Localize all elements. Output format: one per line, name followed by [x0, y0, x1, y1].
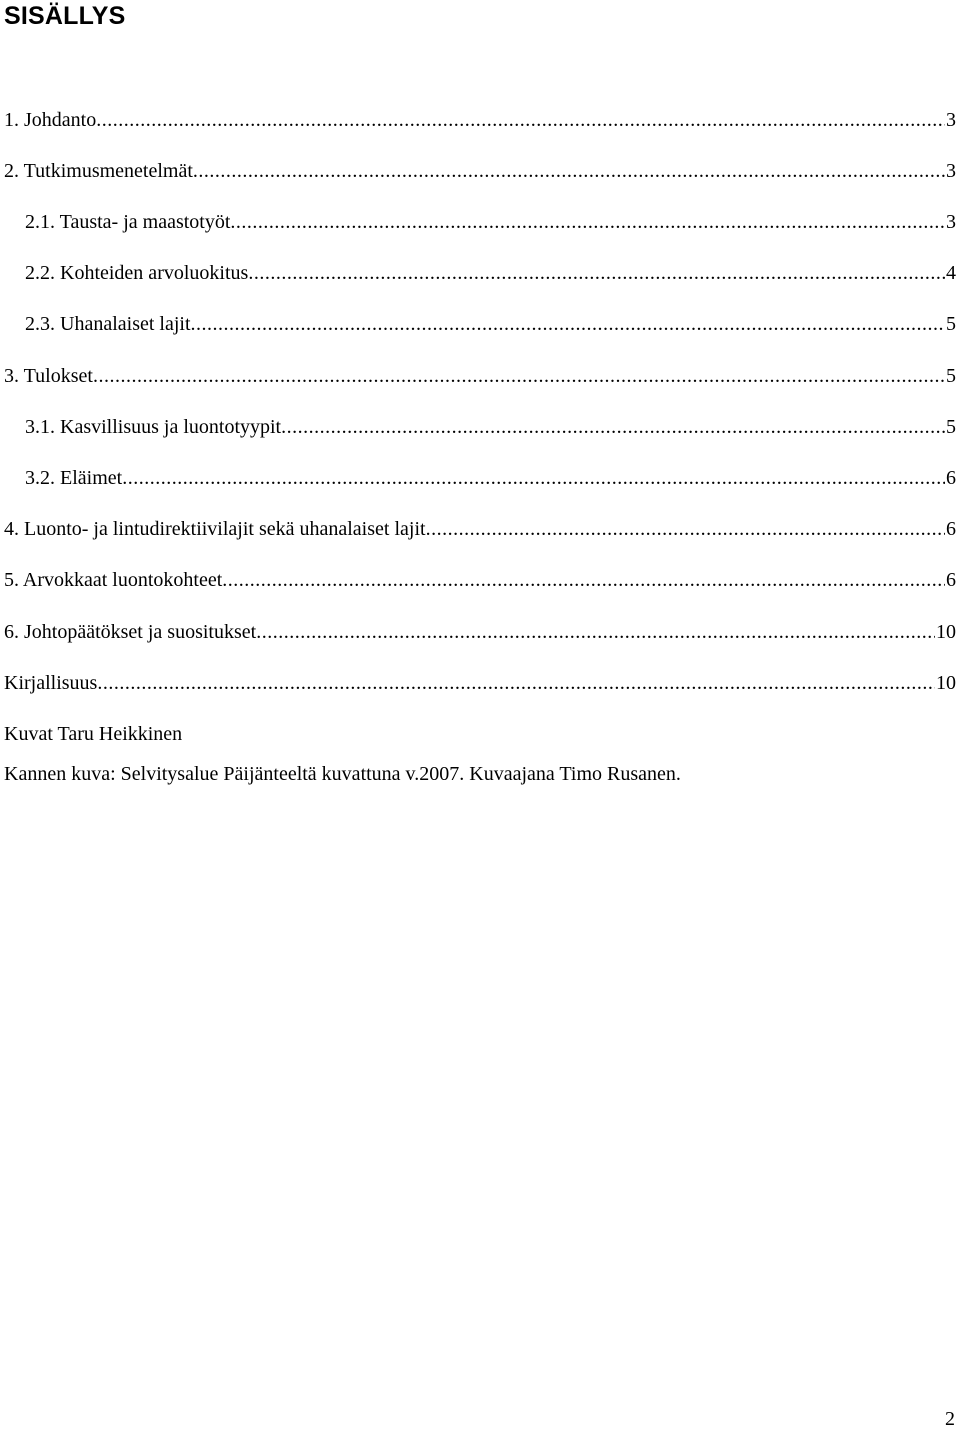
- dot-leader: [191, 309, 945, 339]
- toc-entry[interactable]: [4, 565, 956, 595]
- toc-entry-page: 10: [936, 621, 956, 643]
- page-title: SISÄLLYS: [4, 2, 126, 30]
- toc-entry-title: 2.1. Tausta- ja maastotyöt: [25, 211, 231, 233]
- toc-entry-page: 3: [946, 211, 956, 233]
- toc-entry-title: 6. Johtopäätökset ja suositukset: [4, 621, 257, 643]
- toc-entry-title: 3. Tulokset: [4, 365, 93, 387]
- dot-leader: [222, 565, 945, 595]
- toc-entry-title: 1. Johdanto: [4, 109, 97, 131]
- dot-leader: [97, 668, 935, 698]
- dot-leader: [230, 207, 945, 237]
- toc-entry[interactable]: [4, 668, 956, 698]
- toc-entry-page: 6: [946, 467, 956, 489]
- toc-entry[interactable]: [25, 258, 956, 288]
- toc-entry-page: 5: [946, 313, 956, 335]
- toc-entry[interactable]: [25, 463, 956, 493]
- toc-entry[interactable]: [25, 207, 956, 237]
- toc-entry-title: 5. Arvokkaat luontokohteet: [4, 569, 223, 591]
- dot-leader: [93, 361, 945, 391]
- toc-entry[interactable]: [4, 361, 956, 391]
- dot-leader: [193, 156, 945, 186]
- toc-entry[interactable]: [4, 156, 956, 186]
- toc-entry[interactable]: [25, 412, 956, 442]
- dot-leader: [426, 514, 945, 544]
- toc-entry-page: 6: [946, 518, 956, 540]
- toc-entry-page: 10: [936, 672, 956, 694]
- toc-entry-title: Kirjallisuus: [4, 672, 98, 694]
- toc-entry-page: 6: [946, 569, 956, 591]
- dot-leader: [96, 105, 945, 135]
- toc-entry-page: 5: [946, 416, 956, 438]
- page-number: 2: [945, 1408, 955, 1430]
- dot-leader: [256, 617, 935, 647]
- toc-entry-page: 4: [946, 262, 956, 284]
- toc-entry-page: 5: [946, 365, 956, 387]
- toc-entry-title: 3.1. Kasvillisuus ja luontotyypit: [25, 416, 282, 438]
- toc-entry[interactable]: [25, 309, 956, 339]
- toc-entry[interactable]: [4, 617, 956, 647]
- toc-entry[interactable]: [4, 514, 956, 544]
- toc-entry-title: 2.3. Uhanalaiset lajit: [25, 313, 191, 335]
- dot-leader: [122, 463, 945, 493]
- cover-photo-credit: Kannen kuva: Selvitysalue Päijänteeltä kuvattuna v.2007. Kuvaajana Timo Rusanen.: [4, 763, 681, 785]
- dot-leader: [248, 258, 945, 288]
- dot-leader: [281, 412, 945, 442]
- toc-entry-page: 3: [946, 160, 956, 182]
- toc-entry-title: 3.2. Eläimet: [25, 467, 123, 489]
- toc-entry-title: 2. Tutkimusmenetelmät: [4, 160, 193, 182]
- photo-credit: Kuvat Taru Heikkinen: [4, 723, 183, 745]
- toc-entry-title: 2.2. Kohteiden arvoluokitus: [25, 262, 249, 284]
- toc-entry-page: 3: [946, 109, 956, 131]
- toc-entry[interactable]: [4, 105, 956, 135]
- toc-entry-title: 4. Luonto- ja lintudirektiivilajit sekä uhanalaiset lajit: [4, 518, 426, 540]
